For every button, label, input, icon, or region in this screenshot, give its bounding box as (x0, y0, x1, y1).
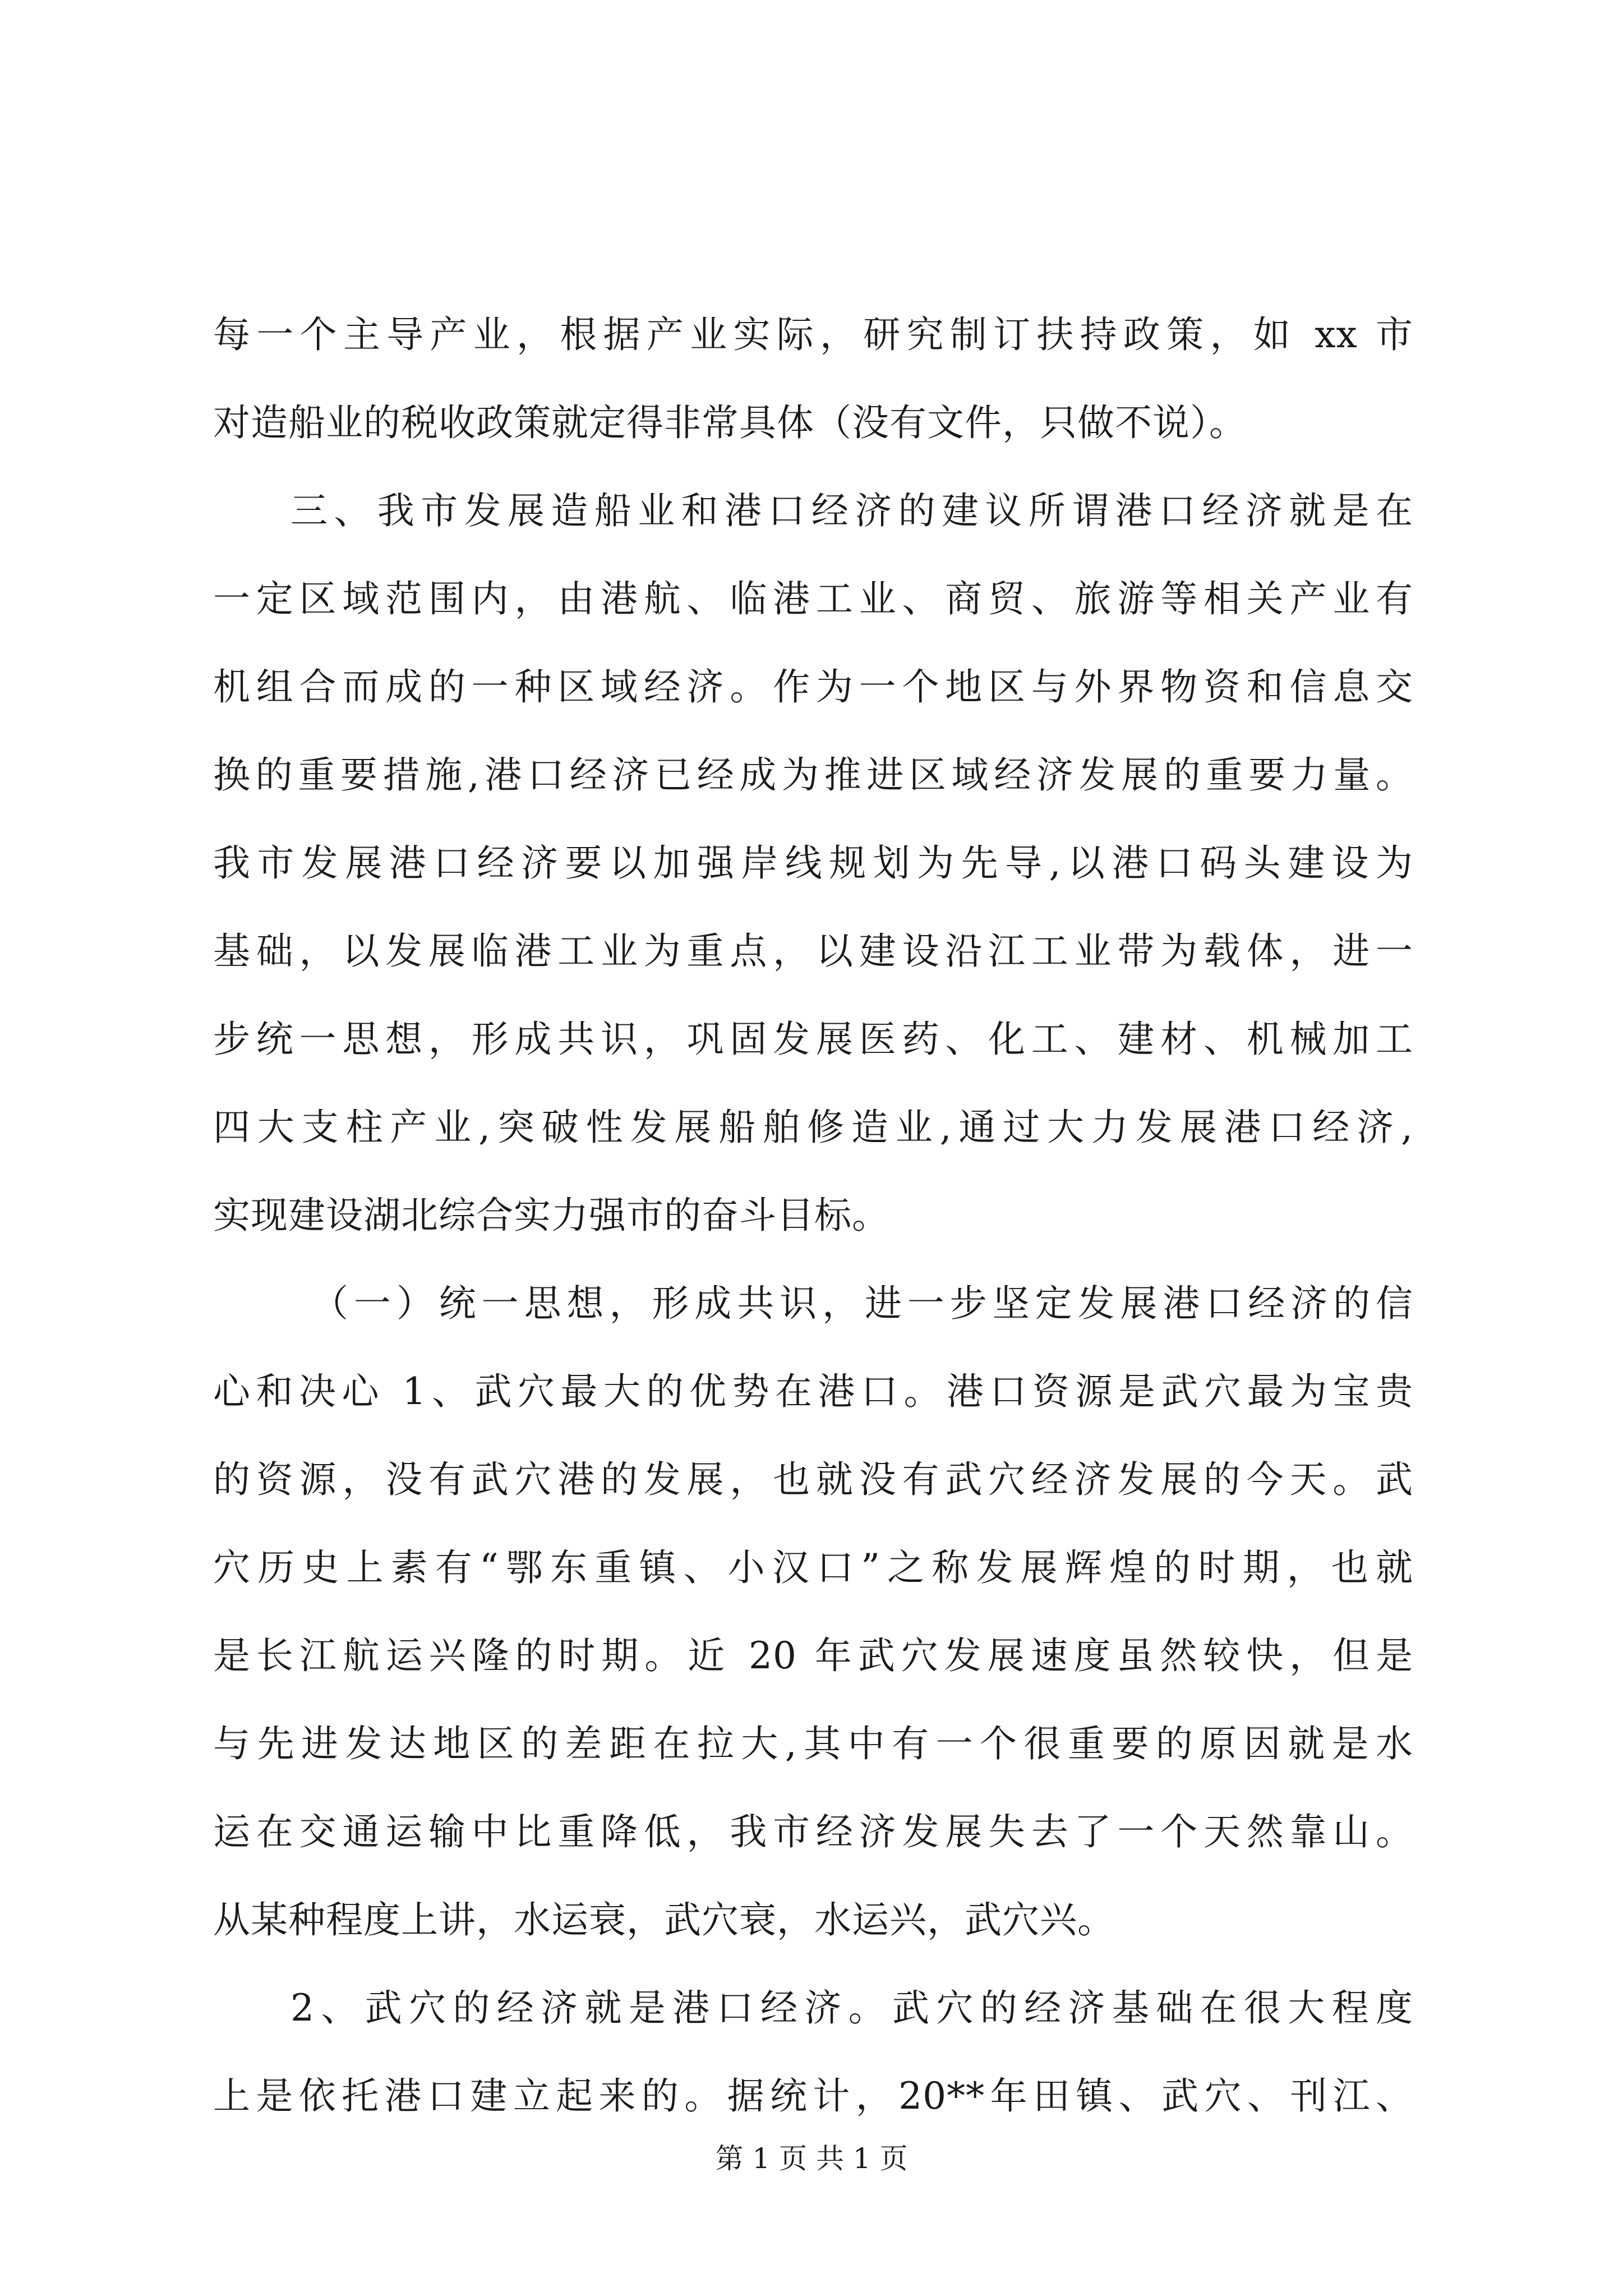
page-number: 第 1 页 共 1 页 (715, 2142, 908, 2175)
text-line: 机组合而成的一种区域经济。作为一个地区与外界物资和信息交 (213, 665, 1413, 708)
text-line: 与先进发达地区的差距在拉大,其中有一个很重要的原因就是水 (213, 1722, 1413, 1765)
text-line: 上是依托港口建立起来的。据统计，20**年田镇、武穴、刊江、 (213, 2074, 1413, 2118)
text-line: 四大支柱产业,突破性发展船舶修造业,通过大力发展港口经济, (213, 1106, 1413, 1149)
text-line: 每一个主导产业，根据产业实际，研究制订扶持政策，如 xx 市 (213, 313, 1413, 356)
text-line: 基础，以发展临港工业为重点，以建设沿江工业带为载体，进一 (213, 930, 1413, 973)
text-line: 实现建设湖北综合实力强市的奋斗目标。 (213, 1194, 889, 1237)
paragraph-start-line: 2、武穴的经济就是港口经济。武穴的经济基础在很大程度 (291, 1986, 1413, 2030)
text-line: 从某种程度上讲，水运衰，武穴衰，水运兴，武穴兴。 (213, 1898, 1115, 1941)
paragraph-start-line: 三、我市发展造船业和港口经济的建议所谓港口经济就是在 (291, 489, 1413, 532)
text-line: 步统一思想，形成共识，巩固发展医药、化工、建材、机械加工 (213, 1018, 1413, 1061)
text-line: 的资源，没有武穴港的发展，也就没有武穴经济发展的今天。武 (213, 1458, 1413, 1501)
text-line: 运在交通运输中比重降低，我市经济发展失去了一个天然靠山。 (213, 1810, 1413, 1853)
text-line: 心和决心 1、武穴最大的优势在港口。港口资源是武穴最为宝贵 (213, 1370, 1413, 1413)
text-line: 是长江航运兴隆的时期。近 20 年武穴发展速度虽然较快，但是 (213, 1634, 1413, 1677)
paragraph-start-line: （一）统一思想，形成共识，进一步坚定发展港口经济的信 (311, 1282, 1413, 1325)
text-line: 我市发展港口经济要以加强岸线规划为先导,以港口码头建设为 (213, 841, 1413, 885)
text-line: 一定区域范围内，由港航、临港工业、商贸、旅游等相关产业有 (213, 577, 1413, 620)
text-line: 对造船业的税收政策就定得非常具体（没有文件，只做不说）。 (213, 401, 1247, 444)
text-line: 换的重要措施,港口经济已经成为推进区域经济发展的重要力量。 (213, 753, 1413, 797)
document-body (213, 291, 1413, 2140)
page-footer (0, 2142, 1623, 2175)
text-line: 穴历史上素有“鄂东重镇、小汉口”之称发展辉煌的时期，也就 (213, 1546, 1413, 1589)
